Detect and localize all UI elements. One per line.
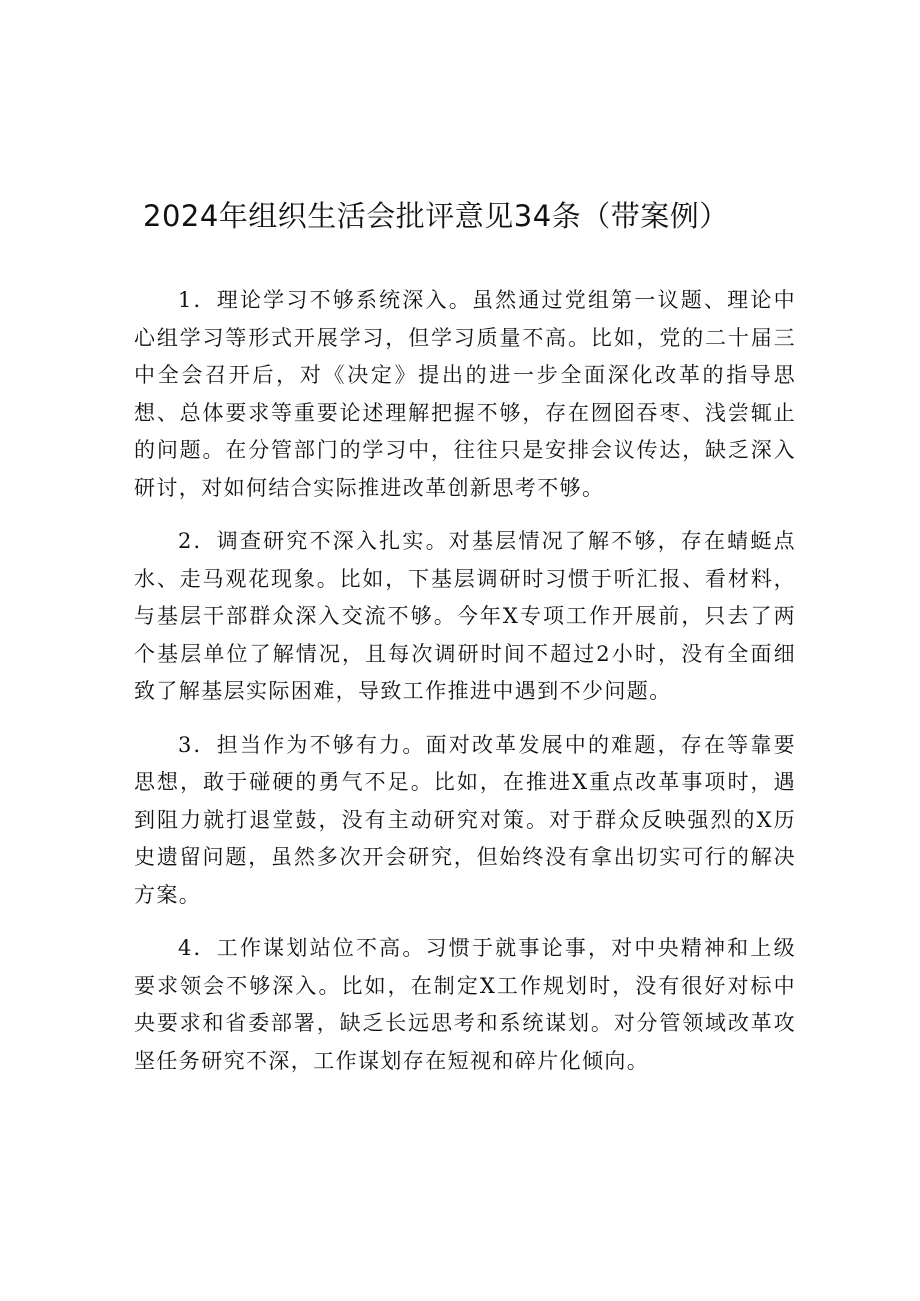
document-body [134,282,796,1096]
paragraph-2: 2．调查研究不深入扎实。对基层情况了解不够，存在蜻蜓点水、走马观花现象。比如，下基层调研时习惯于听汇报、看材料，与基层干部群众深入交流不够。今年X专项工作开展前，只去了两个基层单位了解情况，且每次调研时间不超过2小时，没有全面细致了解基层实际困难，导致工作推进中遇到不少问题。 [134,529,796,703]
paragraph-1: 1．理论学习不够系统深入。虽然通过党组第一议题、理论中心组学习等形式开展学习，但学习质量不高。比如，党的二十届三中全会召开后，对《决定》提出的进一步全面深化改革的指导思想、总体要求等重要论述理解把握不够，存在囫囵吞枣、浅尝辄止的问题。在分管部门的学习中，往往只是安排会议传达，缺乏深入研讨，对如何结合实际推进改革创新思考不够。 [134,288,796,500]
document-title: 2024年组织生活会批评意见34条（带案例） [143,199,729,233]
paragraph-4: 4．工作谋划站位不高。习惯于就事论事，对中央精神和上级要求领会不够深入。比如，在制定X工作规划时，没有很好对标中央要求和省委部署，缺乏长远思考和系统谋划。对分管领域改革攻坚任务研究不深，工作谋划存在短视和碎片化倾向。 [134,936,796,1073]
paragraph-3: 3．担当作为不够有力。面对改革发展中的难题，存在等靠要思想，敢于碰硬的勇气不足。比如，在推进X重点改革事项时，遇到阻力就打退堂鼓，没有主动研究对策。对于群众反映强烈的X历史遗留问题，虽然多次开会研究，但始终没有拿出切实可行的解决方案。 [134,732,796,907]
